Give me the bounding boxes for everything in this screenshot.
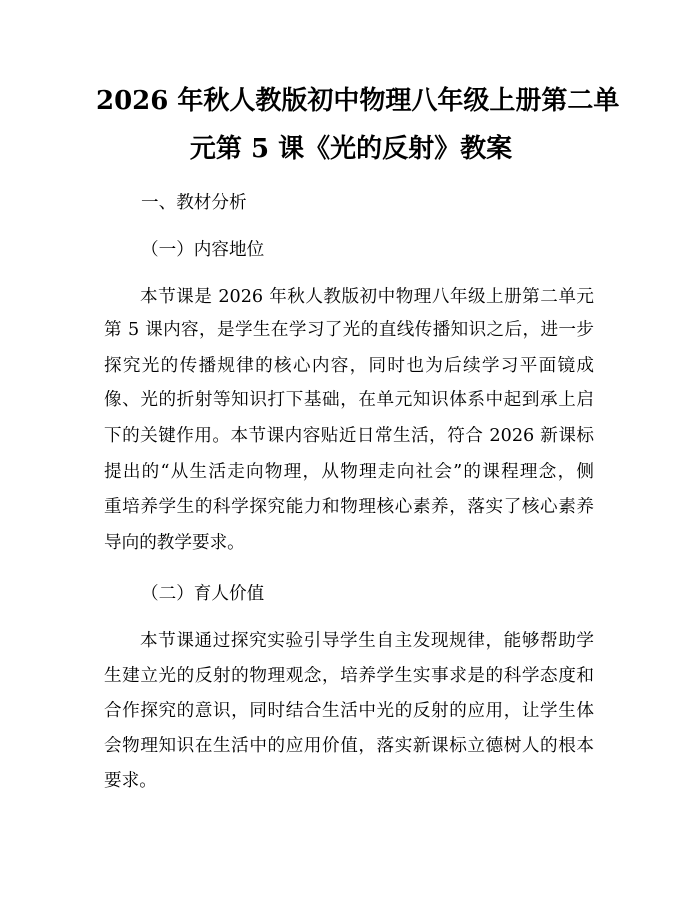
document-title-line-1: 2026 年秋人教版初中物理八年级上册第二单 bbox=[96, 86, 620, 116]
paragraph-line: 合作探究的意识，同时结合生活中光的反射的应用，让学生体 bbox=[104, 701, 594, 721]
paragraph-line: 第 5 课内容，是学生在学习了光的直线传播知识之后，进一步 bbox=[104, 320, 594, 340]
paragraph-line: 本节课通过探究实验引导学生自主发现规律，能够帮助学 bbox=[140, 631, 594, 651]
paragraph-line: 像、光的折射等知识打下基础，在单元知识体系中起到承上启 bbox=[104, 390, 594, 410]
paragraph-line: 生建立光的反射的物理观念，培养学生实事求是的科学态度和 bbox=[104, 666, 594, 686]
section-heading-teaching-material-analysis: 一、教材分析 bbox=[141, 193, 247, 213]
paragraph-line: 会物理知识在生活中的应用价值，落实新课标立德树人的根本 bbox=[104, 736, 594, 756]
subsection-heading-educational-value: （二）育人价值 bbox=[141, 584, 265, 604]
paragraph-line: 要求。 bbox=[104, 771, 157, 791]
subsection-heading-content-position: （一）内容地位 bbox=[141, 240, 265, 260]
paragraph-line: 提出的“从生活走向物理，从物理走向社会”的课程理念，侧 bbox=[104, 462, 594, 482]
paragraph-line: 探究光的传播规律的核心内容，同时也为后续学习平面镜成 bbox=[104, 356, 594, 376]
paragraph-line: 重培养学生的科学探究能力和物理核心素养，落实了核心素养 bbox=[104, 497, 594, 517]
paragraph-line: 导向的教学要求。 bbox=[104, 533, 245, 553]
document-title-line-2: 元第 5 课《光的反射》教案 bbox=[189, 134, 513, 164]
paragraph-line: 本节课是 2026 年秋人教版初中物理八年级上册第二单元 bbox=[140, 287, 594, 307]
paragraph-line: 下的关键作用。本节课内容贴近日常生活，符合 2026 新课标 bbox=[104, 426, 594, 446]
